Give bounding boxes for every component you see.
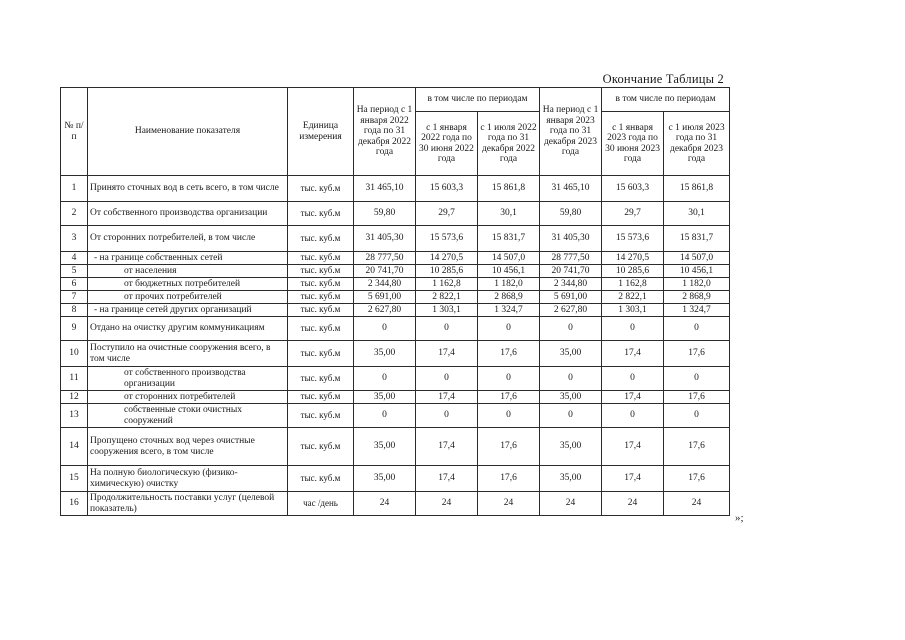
row-number: 10: [61, 341, 88, 367]
value-2022-h2: 17,6: [478, 428, 540, 466]
value-2023-h2: 30,1: [664, 202, 730, 226]
value-2023-h2: 24: [664, 492, 730, 516]
table-row: [61, 428, 730, 466]
value-2023-h2: 15 861,8: [664, 176, 730, 202]
table-caption: Окончание Таблицы 2: [602, 72, 724, 86]
value-2022-h2: 0: [478, 367, 540, 391]
table-row: [61, 202, 730, 226]
value-2023-h1: 29,7: [602, 202, 664, 226]
value-2023-total: 0: [540, 367, 602, 391]
value-2022-h1: 17,4: [416, 466, 478, 492]
header-unit: Единица измерения: [288, 88, 354, 176]
value-2022-h1: 15 573,6: [416, 226, 478, 252]
header-num: № п/п: [61, 88, 88, 176]
row-indicator-name: от населения: [88, 265, 288, 278]
value-2022-h2: 1 182,0: [478, 278, 540, 291]
row-unit: тыс. куб.м: [288, 176, 354, 202]
value-2023-h1: 1 303,1: [602, 304, 664, 317]
row-indicator-name: от прочих потребителей: [88, 291, 288, 304]
value-2022-total: 0: [354, 317, 416, 341]
row-indicator-name: Поступило на очистные сооружения всего, в том числе: [88, 341, 288, 367]
value-2022-h2: 0: [478, 404, 540, 428]
row-unit: тыс. куб.м: [288, 265, 354, 278]
row-number: 6: [61, 278, 88, 291]
header-name: Наименование показателя: [88, 88, 288, 176]
value-2022-h2: 0: [478, 317, 540, 341]
value-2023-h2: 17,6: [664, 391, 730, 404]
row-indicator-name: - на границе собственных сетей: [88, 252, 288, 265]
value-2022-h2: 1 324,7: [478, 304, 540, 317]
table-row: [61, 404, 730, 428]
row-unit: тыс. куб.м: [288, 404, 354, 428]
value-2022-total: 35,00: [354, 428, 416, 466]
value-2023-h1: 0: [602, 367, 664, 391]
value-2023-h1: 15 573,6: [602, 226, 664, 252]
value-2022-total: 0: [354, 404, 416, 428]
header-sub-2023: в том числе по периодам: [602, 88, 730, 112]
value-2023-h2: 15 831,7: [664, 226, 730, 252]
table-row: [61, 304, 730, 317]
table-row: [61, 466, 730, 492]
table-body: [61, 176, 730, 516]
value-2023-h2: 17,6: [664, 341, 730, 367]
value-2022-total: 31 405,30: [354, 226, 416, 252]
value-2022-total: 59,80: [354, 202, 416, 226]
value-2023-h2: 14 507,0: [664, 252, 730, 265]
value-2023-h1: 10 285,6: [602, 265, 664, 278]
table-row: [61, 391, 730, 404]
value-2022-total: 2 344,80: [354, 278, 416, 291]
value-2023-total: 35,00: [540, 466, 602, 492]
table-row: [61, 367, 730, 391]
table-row: [61, 265, 730, 278]
value-2023-h2: 1 182,0: [664, 278, 730, 291]
table-row: [61, 176, 730, 202]
table-row: [61, 317, 730, 341]
row-indicator-name: от собственного производства организации: [88, 367, 288, 391]
row-unit: тыс. куб.м: [288, 391, 354, 404]
wastewater-table: [60, 87, 730, 516]
row-number: 12: [61, 391, 88, 404]
row-indicator-name: собственные стоки очистных сооружений: [88, 404, 288, 428]
header-2022-h2: с 1 июля 2022 года по 31 декабря 2022 года: [478, 112, 540, 176]
row-unit: тыс. куб.м: [288, 428, 354, 466]
row-number: 9: [61, 317, 88, 341]
row-indicator-name: от сторонних потребителей: [88, 391, 288, 404]
value-2022-h2: 15 861,8: [478, 176, 540, 202]
value-2023-total: 2 627,80: [540, 304, 602, 317]
value-2022-total: 2 627,80: [354, 304, 416, 317]
header-2023-h1: с 1 января 2023 года по 30 июня 2023 года: [602, 112, 664, 176]
value-2022-total: 35,00: [354, 391, 416, 404]
row-indicator-name: от бюджетных потребителей: [88, 278, 288, 291]
row-number: 7: [61, 291, 88, 304]
row-unit: тыс. куб.м: [288, 317, 354, 341]
value-2023-total: 35,00: [540, 391, 602, 404]
value-2022-h2: 30,1: [478, 202, 540, 226]
table-row: [61, 226, 730, 252]
value-2022-h1: 17,4: [416, 341, 478, 367]
value-2022-h2: 14 507,0: [478, 252, 540, 265]
value-2022-h1: 1 303,1: [416, 304, 478, 317]
row-indicator-name: На полную биологическую (физико-химическую) очистку: [88, 466, 288, 492]
value-2022-h1: 0: [416, 317, 478, 341]
value-2022-total: 24: [354, 492, 416, 516]
value-2022-total: 20 741,70: [354, 265, 416, 278]
value-2023-h2: 0: [664, 367, 730, 391]
value-2023-h2: 0: [664, 404, 730, 428]
value-2023-total: 5 691,00: [540, 291, 602, 304]
row-number: 2: [61, 202, 88, 226]
value-2023-total: 35,00: [540, 341, 602, 367]
row-unit: тыс. куб.м: [288, 278, 354, 291]
value-2023-h1: 17,4: [602, 341, 664, 367]
value-2022-h1: 17,4: [416, 428, 478, 466]
row-number: 15: [61, 466, 88, 492]
value-2023-total: 0: [540, 317, 602, 341]
row-indicator-name: От собственного производства организации: [88, 202, 288, 226]
value-2022-total: 5 691,00: [354, 291, 416, 304]
value-2023-h2: 17,6: [664, 466, 730, 492]
header-2023-h2: с 1 июля 2023 года по 31 декабря 2023 года: [664, 112, 730, 176]
value-2023-total: 31 405,30: [540, 226, 602, 252]
closing-quote-mark: »;: [735, 512, 744, 524]
row-indicator-name: От сторонних потребителей, в том числе: [88, 226, 288, 252]
value-2022-h2: 17,6: [478, 466, 540, 492]
row-indicator-name: Продолжительность поставки услуг (целевой показатель): [88, 492, 288, 516]
row-indicator-name: - на границе сетей других организаций: [88, 304, 288, 317]
table-row: [61, 291, 730, 304]
row-number: 11: [61, 367, 88, 391]
value-2022-h1: 17,4: [416, 391, 478, 404]
value-2023-h1: 14 270,5: [602, 252, 664, 265]
row-number: 16: [61, 492, 88, 516]
value-2022-h1: 0: [416, 367, 478, 391]
value-2022-h1: 1 162,8: [416, 278, 478, 291]
value-2023-h1: 24: [602, 492, 664, 516]
value-2022-h2: 10 456,1: [478, 265, 540, 278]
value-2023-h2: 17,6: [664, 428, 730, 466]
value-2023-h2: 0: [664, 317, 730, 341]
row-indicator-name: Принято сточных вод в сеть всего, в том числе: [88, 176, 288, 202]
value-2023-h1: 15 603,3: [602, 176, 664, 202]
row-unit: тыс. куб.м: [288, 367, 354, 391]
value-2022-total: 35,00: [354, 341, 416, 367]
value-2023-h1: 17,4: [602, 391, 664, 404]
value-2023-h1: 0: [602, 404, 664, 428]
value-2023-h2: 10 456,1: [664, 265, 730, 278]
value-2023-h1: 1 162,8: [602, 278, 664, 291]
row-number: 5: [61, 265, 88, 278]
value-2022-h1: 29,7: [416, 202, 478, 226]
value-2022-h2: 24: [478, 492, 540, 516]
header-period-2023: На период с 1 января 2023 года по 31 декабря 2023 года: [540, 88, 602, 176]
value-2023-h1: 0: [602, 317, 664, 341]
value-2023-total: 0: [540, 404, 602, 428]
value-2022-h1: 24: [416, 492, 478, 516]
value-2022-h1: 2 822,1: [416, 291, 478, 304]
value-2022-total: 0: [354, 367, 416, 391]
value-2023-h2: 2 868,9: [664, 291, 730, 304]
value-2023-total: 2 344,80: [540, 278, 602, 291]
value-2022-h1: 0: [416, 404, 478, 428]
value-2022-total: 28 777,50: [354, 252, 416, 265]
row-unit: тыс. куб.м: [288, 226, 354, 252]
header-period-2022: На период с 1 января 2022 года по 31 декабря 2022 года: [354, 88, 416, 176]
value-2022-total: 31 465,10: [354, 176, 416, 202]
row-number: 13: [61, 404, 88, 428]
table-row: [61, 278, 730, 291]
value-2023-total: 35,00: [540, 428, 602, 466]
row-number: 4: [61, 252, 88, 265]
row-unit: тыс. куб.м: [288, 304, 354, 317]
value-2023-h1: 17,4: [602, 428, 664, 466]
row-number: 3: [61, 226, 88, 252]
value-2023-total: 31 465,10: [540, 176, 602, 202]
row-unit: тыс. куб.м: [288, 202, 354, 226]
row-number: 1: [61, 176, 88, 202]
value-2022-h2: 2 868,9: [478, 291, 540, 304]
value-2023-total: 59,80: [540, 202, 602, 226]
value-2023-total: 28 777,50: [540, 252, 602, 265]
value-2022-h2: 15 831,7: [478, 226, 540, 252]
value-2023-total: 24: [540, 492, 602, 516]
value-2022-total: 35,00: [354, 466, 416, 492]
value-2022-h2: 17,6: [478, 341, 540, 367]
row-number: 8: [61, 304, 88, 317]
table-row: [61, 341, 730, 367]
table-row: [61, 492, 730, 516]
row-unit: тыс. куб.м: [288, 466, 354, 492]
header-sub-2022: в том числе по периодам: [416, 88, 540, 112]
value-2023-h1: 2 822,1: [602, 291, 664, 304]
row-unit: тыс. куб.м: [288, 341, 354, 367]
header-2022-h1: с 1 января 2022 года по 30 июня 2022 года: [416, 112, 478, 176]
value-2022-h1: 14 270,5: [416, 252, 478, 265]
value-2023-h2: 1 324,7: [664, 304, 730, 317]
row-unit: час /день: [288, 492, 354, 516]
row-unit: тыс. куб.м: [288, 252, 354, 265]
value-2022-h1: 15 603,3: [416, 176, 478, 202]
row-indicator-name: Пропущено сточных вод через очистные сооружения всего, в том числе: [88, 428, 288, 466]
value-2022-h1: 10 285,6: [416, 265, 478, 278]
table-row: [61, 252, 730, 265]
value-2022-h2: 17,6: [478, 391, 540, 404]
value-2023-total: 20 741,70: [540, 265, 602, 278]
row-unit: тыс. куб.м: [288, 291, 354, 304]
row-indicator-name: Отдано на очистку другим коммуникациям: [88, 317, 288, 341]
row-number: 14: [61, 428, 88, 466]
value-2023-h1: 17,4: [602, 466, 664, 492]
